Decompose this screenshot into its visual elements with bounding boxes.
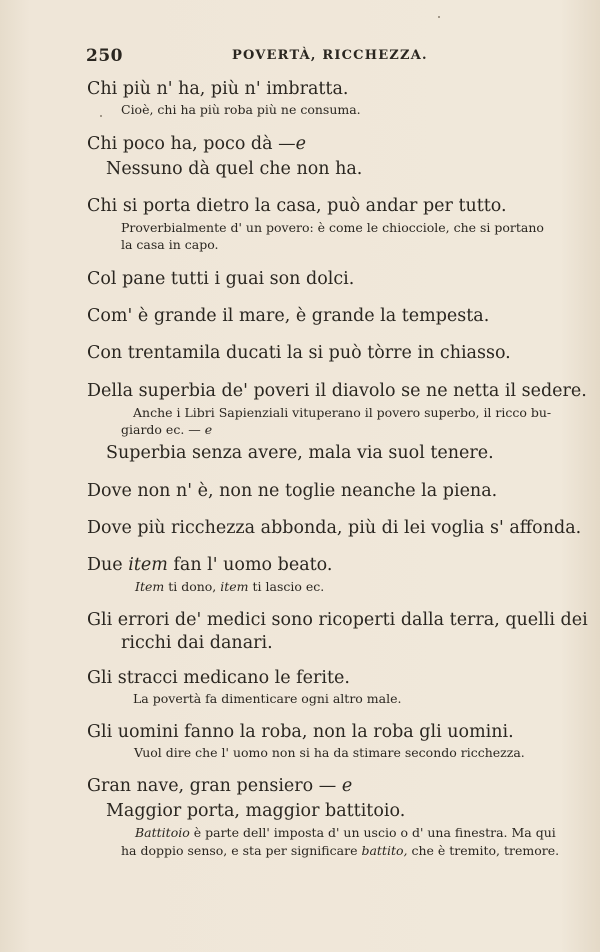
proverb-line: Gli stracci medicano le ferite. <box>87 668 350 688</box>
note-text: ti dono, <box>168 579 217 594</box>
page-number: 250 <box>86 46 123 66</box>
proverb-line: Dove più ricchezza abbonda, più di lei voglia s' affonda. <box>87 518 582 538</box>
proverb-line: Chi più n' ha, più n' imbratta. <box>87 79 349 99</box>
note-italic: battito, <box>361 843 408 858</box>
proverb-text: Due <box>87 555 123 575</box>
running-title: POVERTÀ, RICCHEZZA. <box>232 48 428 63</box>
proverb-note: Vuol dire che l' uomo non si ha da stimare secondo ricchezza. <box>134 745 525 760</box>
proverb-line: Dove non n' è, non ne toglie neanche la piena. <box>87 481 498 501</box>
proverb-note: Proverbialmente d' un povero: è come le chiocciole, che si portano <box>121 220 544 235</box>
proverb-connector: e <box>295 134 306 154</box>
proverb-note <box>135 824 556 841</box>
proverb-note <box>135 578 324 595</box>
proverb-connector: e <box>341 776 353 796</box>
note-text: è parte dell' imposta d' un uscio o d' una finestra. Ma qui <box>193 825 556 840</box>
note-text: ti lascio ec. <box>252 579 325 594</box>
proverb-note <box>121 421 212 438</box>
proverb-note: Anche i Libri Sapienziali vituperano il povero superbo, il ricco bu- <box>133 405 552 420</box>
proverb-connector: e <box>204 422 213 437</box>
proverb-line: ricchi dai danari. <box>121 633 273 653</box>
proverb-line <box>87 133 306 155</box>
proverb-line: Nessuno dà quel che non ha. <box>106 159 363 179</box>
proverb-line: Col pane tutti i guai son dolci. <box>87 269 355 289</box>
note-text: ha doppio senso, e sta per significare <box>121 843 358 858</box>
proverb-line: Gli errori de' medici sono ricoperti dalla terra, quelli dei <box>87 610 588 630</box>
note-text: che è tremito, tremore. <box>411 843 560 858</box>
note-text: giardo ec. — <box>121 422 201 437</box>
proverb-line: Con trentamila ducati la si può tòrre in chiasso. <box>87 343 511 363</box>
proverb-line: Com' è grande il mare, è grande la tempesta. <box>87 306 490 326</box>
note-italic: item <box>220 579 249 594</box>
proverb-line <box>87 554 332 576</box>
proverb-note: La povertà fa dimenticare ogni altro male. <box>133 691 402 706</box>
proverb-line: Della superbia de' poveri il diavolo se ne netta il sedere. <box>87 381 587 401</box>
note-italic: Battitoio <box>135 825 190 840</box>
proverb-note <box>121 842 559 859</box>
proverb-line: Superbia senza avere, mala via suol tenere. <box>106 443 494 463</box>
proverb-italic: item <box>128 555 168 575</box>
proverb-note: la casa in capo. <box>121 237 219 252</box>
proverb-line: Maggior porta, maggior battitoio. <box>106 801 406 821</box>
paper-speck <box>100 115 102 117</box>
proverb-note: Cioè, chi ha più roba più ne consuma. <box>121 102 361 117</box>
proverb-text: Gran nave, gran pensiero — <box>87 776 337 796</box>
proverb-text: fan l' uomo beato. <box>173 555 333 575</box>
proverb-line: Chi si porta dietro la casa, può andar per tutto. <box>87 196 507 216</box>
proverb-line <box>87 775 352 797</box>
note-italic: Item <box>135 579 165 594</box>
paper-speck <box>438 16 440 18</box>
page-header <box>86 46 526 66</box>
proverb-text: Chi poco ha, poco dà — <box>87 134 296 154</box>
proverb-line: Gli uomini fanno la roba, non la roba gli uomini. <box>87 722 514 742</box>
